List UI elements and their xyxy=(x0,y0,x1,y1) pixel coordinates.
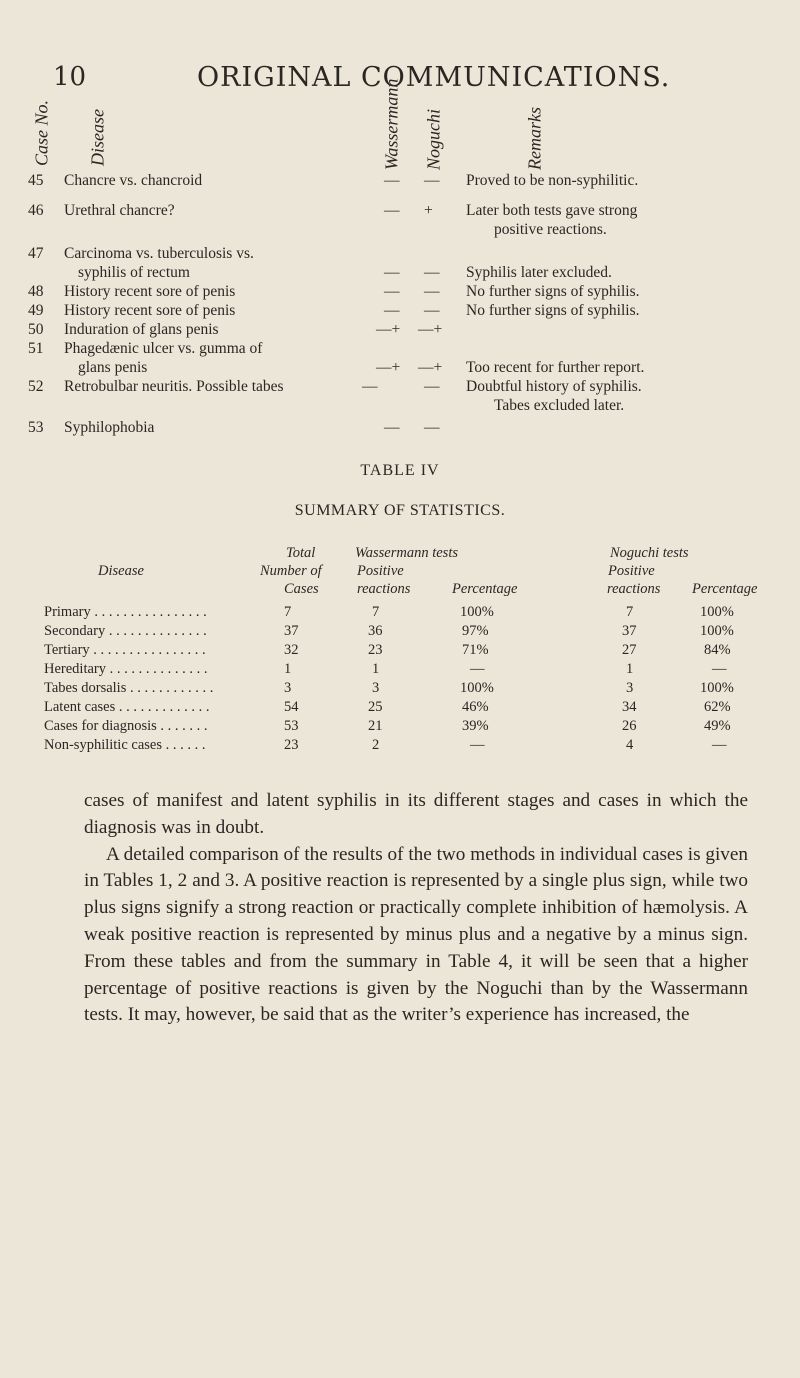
wassermann-result: — xyxy=(384,283,400,300)
summary-wassermann-percentage: 46% xyxy=(462,699,489,715)
header-wassermann-reactions: reactions xyxy=(357,581,411,597)
summary-wassermann-positive: 23 xyxy=(368,642,383,658)
summary-row-label: Tertiary . . . . . . . . . . . . . . . . xyxy=(44,642,206,658)
case-disease: History recent sore of penis xyxy=(64,283,236,300)
case-number: 45 xyxy=(28,172,44,189)
summary-total: 37 xyxy=(284,623,299,639)
body-text xyxy=(84,788,748,1029)
summary-wassermann-percentage: 71% xyxy=(462,642,489,658)
case-disease: Carcinoma vs. tuberculosis vs. xyxy=(64,245,254,262)
header-noguchi-reactions: reactions xyxy=(607,581,661,597)
case-disease: Induration of glans penis xyxy=(64,321,219,338)
header-noguchi-group: Noguchi tests xyxy=(610,545,689,561)
summary-noguchi-positive: 37 xyxy=(622,623,637,639)
header-wassermann-group: Wassermann tests xyxy=(355,545,458,561)
case-remarks: Proved to be non-syphilitic. xyxy=(466,172,639,189)
summary-wassermann-percentage: — xyxy=(470,737,485,753)
summary-noguchi-percentage: — xyxy=(712,737,727,753)
summary-total: 23 xyxy=(284,737,299,753)
summary-wassermann-percentage: 39% xyxy=(462,718,489,734)
body-paragraph: cases of manifest and latent syphilis in its different stages and cases in which the diagnosis was in doubt. xyxy=(84,790,748,838)
summary-row-label: Non-syphilitic cases . . . . . . xyxy=(44,737,206,753)
summary-row-label: Hereditary . . . . . . . . . . . . . . xyxy=(44,661,208,677)
wassermann-result: —+ xyxy=(376,321,401,338)
header-total-1: Total xyxy=(286,545,316,561)
summary-noguchi-positive: 34 xyxy=(622,699,637,715)
header-wassermann-percentage: Percentage xyxy=(452,581,518,597)
table-subtitle: SUMMARY OF STATISTICS. xyxy=(294,502,506,519)
wassermann-result: — xyxy=(384,302,400,319)
summary-noguchi-percentage: 100% xyxy=(700,604,734,620)
noguchi-result: + xyxy=(424,202,433,219)
summary-row-label: Latent cases . . . . . . . . . . . . . xyxy=(44,699,210,715)
header-remarks: Remarks xyxy=(524,107,545,170)
body-paragraph: A detailed comparison of the results of the two methods in individual cases is given in Tables 1, 2 and 3. A positive reaction is represented by a single plus sign, while two plus signs signify a strong reaction or practically complete inhibition of hæmolysis. A weak positive reaction is represented by minus plus and a negative by a minus sign. From these tables and from the summary in Table 4, it will be seen that a higher percentage of positive reactions is given by the Noguchi than by the Wassermann tests. It may, however, be said that as the writer’s experience has increased, the xyxy=(84,843,748,1026)
summary-wassermann-percentage: 100% xyxy=(460,680,494,696)
summary-row-label: Cases for diagnosis . . . . . . . xyxy=(44,718,208,734)
case-disease: Phagedænic ulcer vs. gumma of xyxy=(64,340,263,357)
header-disease: Disease xyxy=(87,109,108,166)
summary-noguchi-positive: 7 xyxy=(626,604,634,620)
case-number: 50 xyxy=(28,321,44,338)
summary-total: 7 xyxy=(284,604,292,620)
summary-wassermann-positive: 1 xyxy=(372,661,380,677)
case-disease: Urethral chancre? xyxy=(64,202,175,219)
summary-noguchi-percentage: 62% xyxy=(704,699,731,715)
case-remarks: No further signs of syphilis. xyxy=(466,283,640,300)
summary-noguchi-positive: 26 xyxy=(622,718,637,734)
summary-noguchi-percentage: 100% xyxy=(700,680,734,696)
summary-noguchi-percentage: — xyxy=(712,661,727,677)
page-number: 10 xyxy=(53,62,87,92)
wassermann-result: — xyxy=(384,172,400,189)
summary-wassermann-percentage: 97% xyxy=(462,623,489,639)
summary-row-label: Tabes dorsalis . . . . . . . . . . . . xyxy=(44,680,214,696)
header-wassermann: Wassermann xyxy=(381,78,402,170)
summary-row-label: Secondary . . . . . . . . . . . . . . xyxy=(44,623,207,639)
summary-wassermann-positive: 3 xyxy=(372,680,380,696)
case-remarks: Doubtful history of syphilis. xyxy=(466,378,642,395)
case-disease-cont: syphilis of rectum xyxy=(78,264,190,281)
running-title: ORIGINAL COMMUNICATIONS. xyxy=(197,62,671,93)
wassermann-result: —+ xyxy=(376,359,401,376)
header-total-3: Cases xyxy=(284,581,319,597)
noguchi-result: — xyxy=(424,419,440,436)
noguchi-result: —+ xyxy=(418,321,443,338)
header-total-2: Number of xyxy=(260,563,322,579)
noguchi-result: — xyxy=(424,264,440,281)
summary-row-label: Primary . . . . . . . . . . . . . . . . xyxy=(44,604,207,620)
summary-wassermann-percentage: — xyxy=(470,661,485,677)
summary-wassermann-positive: 25 xyxy=(368,699,383,715)
summary-noguchi-positive: 3 xyxy=(626,680,634,696)
table-title: TABLE IV xyxy=(360,462,440,479)
summary-noguchi-positive: 4 xyxy=(626,737,634,753)
header-noguchi-positive: Positive xyxy=(608,563,655,579)
case-number: 48 xyxy=(28,283,44,300)
header-noguchi-percentage: Percentage xyxy=(692,581,758,597)
noguchi-result: — xyxy=(424,378,440,395)
summary-noguchi-percentage: 100% xyxy=(700,623,734,639)
case-disease-cont: glans penis xyxy=(78,359,148,376)
summary-noguchi-positive: 1 xyxy=(626,661,634,677)
case-number: 52 xyxy=(28,378,44,395)
noguchi-result: — xyxy=(424,172,440,189)
case-disease: Syphilophobia xyxy=(64,419,155,436)
summary-total: 54 xyxy=(284,699,299,715)
case-number: 47 xyxy=(28,245,44,262)
noguchi-result: — xyxy=(424,283,440,300)
case-number: 53 xyxy=(28,419,44,436)
wassermann-result: — xyxy=(384,419,400,436)
case-remarks: Later both tests gave strong xyxy=(466,202,638,219)
noguchi-result: — xyxy=(424,302,440,319)
summary-wassermann-positive: 2 xyxy=(372,737,380,753)
header-wassermann-positive: Positive xyxy=(357,563,404,579)
case-remarks: Too recent for further report. xyxy=(466,359,645,376)
case-disease: Chancre vs. chancroid xyxy=(64,172,203,189)
header-noguchi: Noguchi xyxy=(423,109,444,170)
case-remarks: No further signs of syphilis. xyxy=(466,302,640,319)
summary-wassermann-positive: 21 xyxy=(368,718,383,734)
summary-noguchi-positive: 27 xyxy=(622,642,637,658)
noguchi-result: —+ xyxy=(418,359,443,376)
summary-noguchi-percentage: 49% xyxy=(704,718,731,734)
summary-wassermann-positive: 7 xyxy=(372,604,380,620)
header-disease: Disease xyxy=(98,563,144,579)
summary-noguchi-percentage: 84% xyxy=(704,642,731,658)
case-number: 49 xyxy=(28,302,44,319)
case-disease: History recent sore of penis xyxy=(64,302,236,319)
case-remarks: Syphilis later excluded. xyxy=(466,264,612,281)
summary-total: 32 xyxy=(284,642,299,658)
case-disease: Retrobulbar neuritis. Possible tabes xyxy=(64,378,284,395)
wassermann-result: — xyxy=(384,202,400,219)
header-case-no: Case No. xyxy=(31,99,52,166)
summary-total: 3 xyxy=(284,680,292,696)
wassermann-result: — xyxy=(362,378,378,395)
wassermann-result: — xyxy=(384,264,400,281)
case-number: 46 xyxy=(28,202,44,219)
summary-wassermann-percentage: 100% xyxy=(460,604,494,620)
summary-wassermann-positive: 36 xyxy=(368,623,383,639)
summary-total: 1 xyxy=(284,661,292,677)
case-remarks-cont: positive reactions. xyxy=(494,221,607,238)
summary-total: 53 xyxy=(284,718,299,734)
case-remarks-cont: Tabes excluded later. xyxy=(494,397,625,414)
case-number: 51 xyxy=(28,340,44,357)
